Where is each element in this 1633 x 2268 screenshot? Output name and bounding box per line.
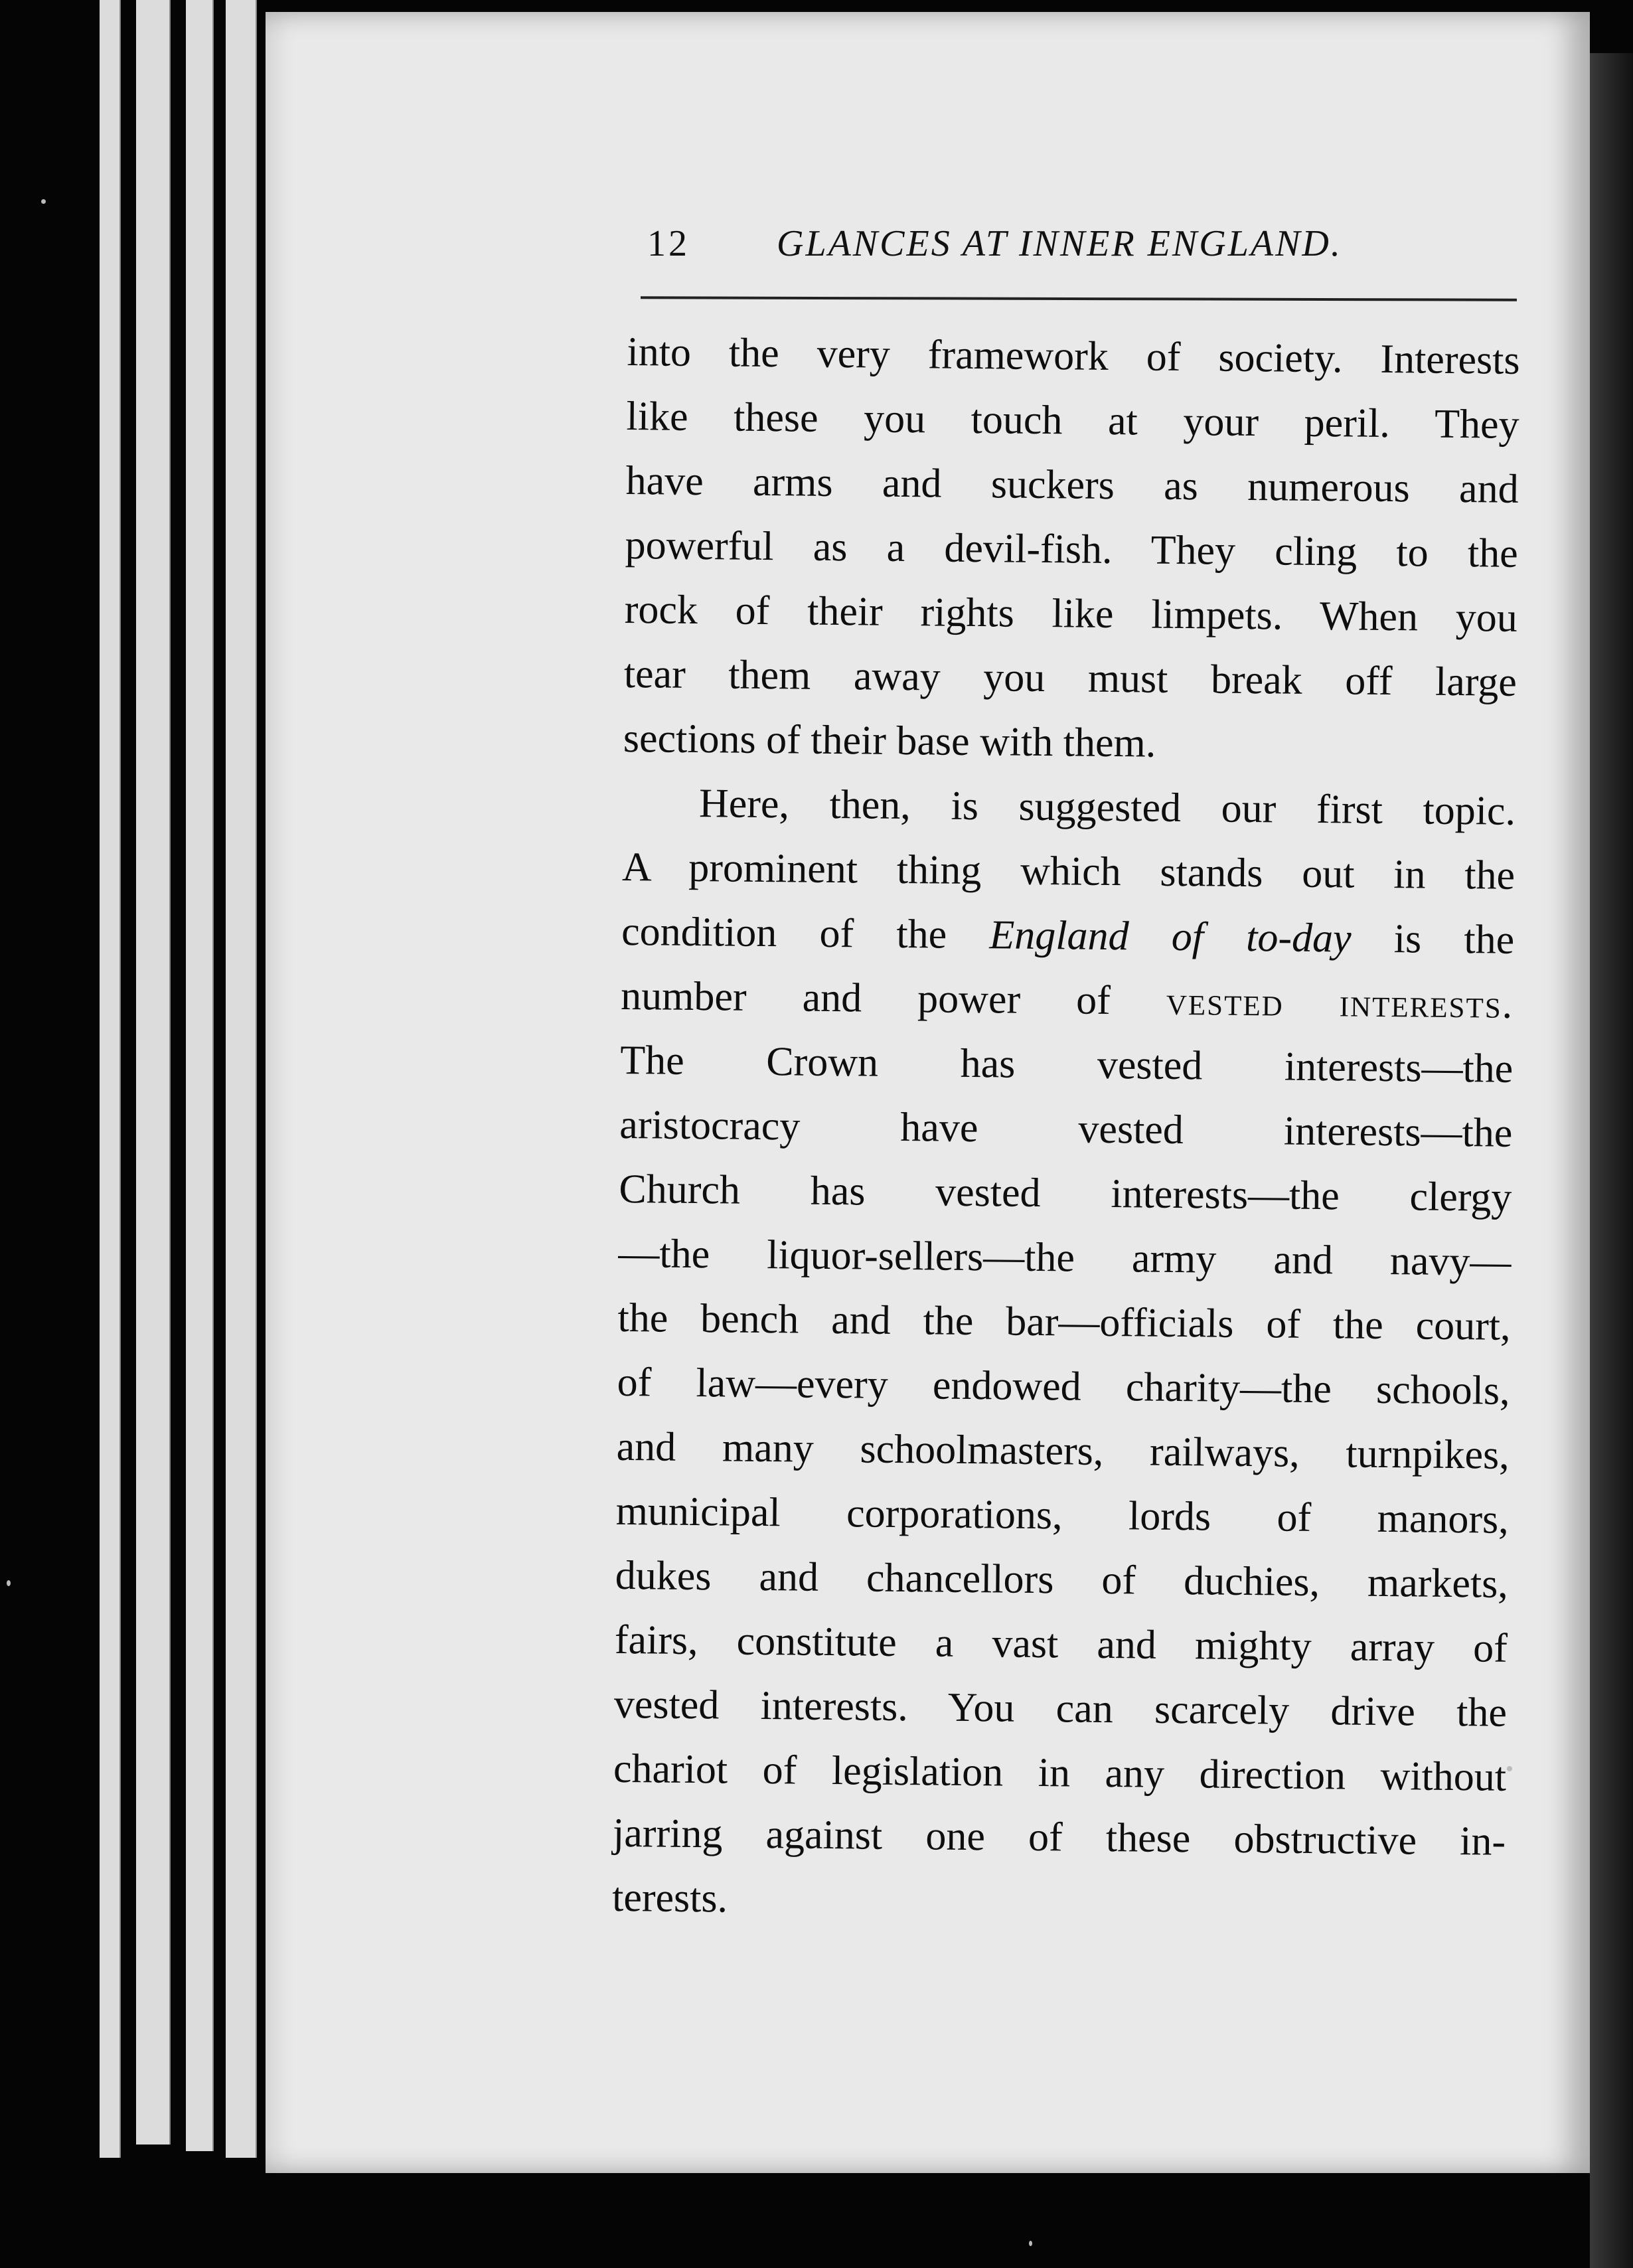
word: break [1210, 657, 1303, 703]
word: constitute [736, 1618, 897, 1665]
word: of [1146, 334, 1181, 380]
word: vested [1166, 978, 1284, 1025]
word: stands [1160, 849, 1263, 896]
word: to-day [1245, 914, 1352, 961]
word: the [1464, 917, 1515, 963]
word: Interests [1380, 336, 1520, 383]
text-line [624, 578, 1517, 651]
word: of [1101, 1557, 1136, 1603]
word: scarcely [1154, 1686, 1290, 1734]
word: of [617, 1359, 652, 1406]
word: prominent [688, 845, 858, 892]
word: duchies, [1183, 1558, 1320, 1605]
word: their [807, 588, 884, 635]
dust-speck [41, 199, 46, 204]
word: one [925, 1813, 986, 1860]
text-line [615, 1544, 1508, 1617]
word: out [1301, 850, 1355, 897]
word: the [923, 1298, 974, 1344]
word: manors, [1377, 1495, 1510, 1542]
text-line [612, 1866, 1506, 1939]
text-line [623, 642, 1517, 715]
word: fairs, [614, 1617, 698, 1664]
word: must [1087, 655, 1168, 702]
word: a [935, 1620, 954, 1666]
text-line [627, 320, 1520, 393]
word: you [863, 396, 926, 442]
page-number: 12 [647, 223, 690, 264]
word: arms [752, 459, 833, 505]
word: vested [1097, 1042, 1203, 1089]
word: interests—the [1283, 1108, 1513, 1156]
word: of [1075, 977, 1111, 1024]
word: then, [829, 781, 911, 829]
word: and [882, 460, 942, 507]
word: chariot [613, 1745, 728, 1793]
text-line [616, 1415, 1510, 1488]
word: can [1055, 1686, 1114, 1732]
word: power [917, 976, 1021, 1022]
word: the [1467, 530, 1519, 576]
dust-speck [7, 1580, 11, 1586]
word: of [1266, 1301, 1301, 1347]
word: is [951, 783, 979, 829]
text-line [621, 900, 1515, 973]
word: without [1380, 1753, 1507, 1800]
page-edge [100, 0, 121, 2158]
word: interests. [1339, 980, 1514, 1027]
word: vested [935, 1169, 1041, 1216]
word: terests. [611, 1874, 728, 1921]
word: like [626, 393, 688, 440]
word: of [762, 1747, 797, 1793]
page-edge [136, 0, 171, 2145]
word: of [1472, 1625, 1508, 1671]
word: interests—the [1284, 1044, 1514, 1092]
word: large [1435, 659, 1517, 705]
page-shadow [1590, 53, 1633, 2268]
text-line [619, 1157, 1512, 1230]
word: with [979, 719, 1053, 766]
word: topic. [1423, 787, 1516, 834]
word: has [810, 1168, 866, 1214]
word: framework [927, 332, 1109, 379]
word: vested [1078, 1106, 1184, 1153]
word: lords [1128, 1493, 1211, 1540]
word: against [765, 1812, 883, 1858]
word: tear [623, 651, 686, 697]
word: Here, [698, 781, 790, 827]
word: aristocracy [619, 1101, 801, 1149]
word: at [1107, 398, 1138, 444]
word: obstructive [1233, 1816, 1417, 1864]
word: in [1038, 1750, 1071, 1796]
word: and [1273, 1237, 1334, 1283]
word: you [982, 655, 1046, 701]
word: these [733, 394, 818, 441]
word: rock [624, 586, 698, 633]
word: very [816, 331, 891, 377]
word: which [1020, 848, 1122, 895]
word: limpets. [1150, 592, 1283, 639]
word: and [1458, 466, 1519, 512]
word: When [1319, 594, 1419, 640]
word: the [1456, 1690, 1508, 1736]
word: like [1051, 591, 1114, 637]
word: jarring [612, 1810, 723, 1857]
running-title: GLANCES AT INNER ENGLAND. [777, 223, 1342, 264]
body-text [612, 320, 1520, 1939]
word: of [735, 588, 770, 634]
text-line [625, 513, 1518, 586]
text-line [625, 449, 1519, 522]
text-line [615, 1479, 1509, 1552]
word: endowed [932, 1362, 1082, 1410]
word: your [1183, 399, 1259, 446]
text-line [622, 835, 1516, 908]
word: direction [1199, 1751, 1346, 1799]
text-line [620, 1028, 1514, 1101]
word: turnpikes, [1346, 1431, 1510, 1478]
word: They [1150, 527, 1236, 574]
word: suggested [1018, 783, 1182, 831]
word: first [1316, 786, 1383, 833]
word: —the [618, 1230, 710, 1277]
word: array [1350, 1624, 1435, 1670]
word: England [989, 912, 1129, 959]
word: our [1221, 785, 1277, 832]
word: railways, [1149, 1429, 1300, 1476]
word: of [1277, 1495, 1312, 1540]
word: society. [1218, 335, 1343, 382]
text-line [613, 1737, 1507, 1810]
word: is [1393, 916, 1422, 962]
word: law—every [696, 1360, 889, 1408]
word: away [853, 653, 941, 700]
page-edge [186, 0, 214, 2151]
word: interests. [760, 1683, 909, 1730]
text-line [614, 1672, 1508, 1745]
dust-speck [1029, 2241, 1032, 2246]
word: court, [1415, 1303, 1511, 1349]
word: and [759, 1554, 819, 1600]
word: have [625, 457, 704, 505]
word: their [811, 717, 887, 764]
word: Church [619, 1166, 741, 1213]
word: the [1332, 1302, 1384, 1348]
word: charity—the [1125, 1364, 1332, 1412]
word: army [1131, 1236, 1217, 1282]
text-line [613, 1801, 1506, 1874]
word: schools, [1375, 1366, 1510, 1414]
word: bar—officials [1005, 1299, 1234, 1346]
word: and [616, 1423, 676, 1470]
word: number [620, 973, 747, 1020]
word: as [1163, 463, 1199, 509]
word: suckers [990, 461, 1115, 509]
word: into [627, 329, 692, 375]
word: off [1344, 658, 1393, 704]
word: markets, [1367, 1560, 1509, 1607]
word: these [1105, 1815, 1191, 1862]
word: have [900, 1105, 978, 1151]
dust-speck [1507, 1766, 1512, 1771]
word: and [802, 975, 862, 1021]
word: as [813, 524, 848, 570]
word: Crown [765, 1039, 879, 1086]
word: interests—the [1111, 1171, 1340, 1219]
word: liquor-sellers—the [766, 1232, 1075, 1281]
word: clergy [1409, 1174, 1512, 1220]
word: navy— [1389, 1238, 1512, 1285]
text-line [619, 1093, 1513, 1166]
text-line [617, 1350, 1510, 1423]
word: of [819, 910, 854, 957]
text-line [621, 964, 1514, 1037]
word: has [960, 1040, 1016, 1087]
word: base [896, 718, 970, 764]
word: and [830, 1297, 892, 1343]
word: corporations, [846, 1491, 1063, 1538]
text-line [618, 1222, 1512, 1295]
page-edge [226, 0, 257, 2158]
word: and [1097, 1621, 1157, 1668]
word: devil-fish. [944, 525, 1113, 573]
word: thing [896, 847, 982, 894]
text-line [623, 706, 1516, 779]
word: of [1028, 1814, 1063, 1860]
word: mighty [1194, 1623, 1312, 1669]
word: the [617, 1295, 668, 1341]
text-line [623, 771, 1516, 844]
word: cling [1274, 528, 1358, 575]
text-line [617, 1286, 1511, 1359]
word: in- [1459, 1819, 1506, 1864]
text-line [626, 384, 1519, 457]
word: rights [920, 590, 1015, 636]
word: chancellors [866, 1555, 1054, 1603]
word: of [1171, 914, 1204, 960]
word: sections [623, 715, 757, 762]
word: vested [613, 1681, 720, 1728]
word: touch [971, 396, 1063, 444]
word: bench [700, 1296, 799, 1342]
word: them. [1063, 720, 1156, 766]
word: them [728, 652, 811, 698]
word: They [1434, 401, 1519, 447]
word: numerous [1247, 463, 1411, 511]
word: A [621, 844, 650, 890]
word: You [947, 1684, 1015, 1731]
word: legislation [831, 1748, 1004, 1795]
running-header [647, 222, 1404, 269]
word: in [1393, 852, 1426, 898]
word: the [728, 330, 780, 376]
paragraph [623, 320, 1519, 779]
word: of [765, 717, 801, 763]
word: condition [621, 908, 777, 956]
word: to [1396, 530, 1429, 576]
paragraph [612, 771, 1516, 1939]
word: dukes [615, 1552, 712, 1599]
word: schoolmasters, [860, 1426, 1104, 1474]
word: The [619, 1037, 685, 1084]
word: any [1105, 1751, 1165, 1797]
word: powerful [625, 522, 774, 570]
word: peril. [1304, 400, 1391, 447]
word: drive [1330, 1688, 1416, 1735]
word: vast [992, 1621, 1059, 1667]
word: a [886, 525, 905, 571]
word: the [1464, 852, 1516, 898]
word: many [722, 1425, 815, 1471]
word: municipal [615, 1488, 781, 1536]
text-line [614, 1608, 1508, 1681]
word: the [896, 911, 947, 957]
word: you [1455, 594, 1518, 641]
